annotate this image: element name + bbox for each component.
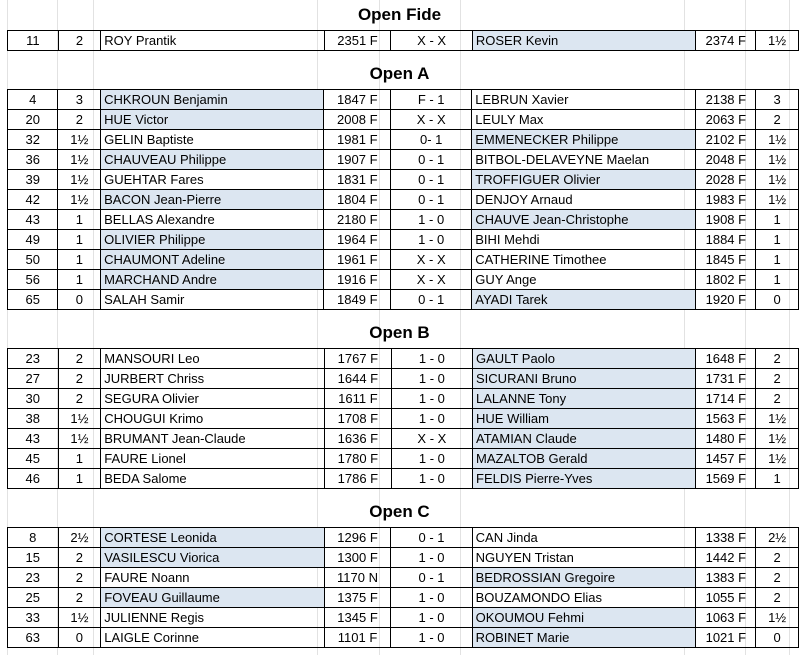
- black-player-cell[interactable]: ROBINET Marie: [472, 628, 696, 648]
- white-rating-cell[interactable]: 1644 F: [325, 369, 392, 389]
- white-player-cell[interactable]: CHKROUN Benjamin: [101, 90, 324, 110]
- game-result-cell[interactable]: 1 - 0: [391, 548, 472, 568]
- game-result-cell[interactable]: 1 - 0: [391, 449, 472, 469]
- pairings-table: [7, 348, 799, 489]
- black-player-cell[interactable]: OKOUMOU Fehmi: [472, 608, 696, 628]
- table-row: [8, 568, 799, 588]
- black-points-cell[interactable]: 1½: [756, 449, 799, 469]
- black-rating-cell[interactable]: 2374 F: [696, 31, 756, 51]
- white-points-cell[interactable]: 1½: [58, 409, 101, 429]
- black-points-cell[interactable]: 2: [756, 349, 799, 369]
- board-number-cell[interactable]: 30: [8, 389, 59, 409]
- white-rating-cell[interactable]: 1907 F: [324, 150, 391, 170]
- white-points-cell[interactable]: 1½: [58, 150, 101, 170]
- white-points-cell[interactable]: 1½: [58, 429, 101, 449]
- white-rating-cell[interactable]: 1981 F: [324, 130, 391, 150]
- black-player-cell[interactable]: AYADI Tarek: [472, 290, 696, 310]
- white-player-cell[interactable]: GELIN Baptiste: [101, 130, 324, 150]
- black-player-cell[interactable]: SICURANI Bruno: [473, 369, 696, 389]
- black-player-cell[interactable]: GAULT Paolo: [473, 349, 696, 369]
- board-number-cell[interactable]: 65: [8, 290, 58, 310]
- game-result-cell[interactable]: X - X: [391, 31, 472, 51]
- board-number-cell[interactable]: 25: [8, 588, 59, 608]
- game-result-cell[interactable]: 0 - 1: [391, 150, 472, 170]
- table-row: [8, 588, 799, 608]
- white-player-cell[interactable]: CORTESE Leonida: [101, 528, 324, 548]
- black-player-cell[interactable]: CHAUVE Jean-Christophe: [472, 210, 696, 230]
- white-player-cell[interactable]: SALAH Samir: [101, 290, 324, 310]
- black-points-cell[interactable]: 1½: [756, 608, 799, 628]
- black-rating-cell[interactable]: 1983 F: [696, 190, 756, 210]
- section-1: [0, 59, 799, 318]
- black-rating-cell[interactable]: 1442 F: [696, 548, 756, 568]
- black-player-cell[interactable]: MAZALTOB Gerald: [473, 449, 696, 469]
- white-rating-cell[interactable]: 1300 F: [324, 548, 391, 568]
- board-number-cell[interactable]: 8: [8, 528, 59, 548]
- black-points-cell[interactable]: 1½: [756, 31, 799, 51]
- white-points-cell[interactable]: 3: [58, 90, 101, 110]
- white-points-cell[interactable]: 2: [58, 588, 101, 608]
- section-gap: [0, 489, 799, 497]
- black-player-cell[interactable]: NGUYEN Tristan: [472, 548, 696, 568]
- pairings-table: [7, 527, 799, 648]
- table-row: [8, 210, 799, 230]
- section-gap: [0, 310, 799, 318]
- black-points-cell[interactable]: 2: [756, 568, 799, 588]
- white-player-cell[interactable]: FAURE Noann: [101, 568, 324, 588]
- white-player-cell[interactable]: VASILESCU Viorica: [101, 548, 324, 568]
- black-rating-cell[interactable]: 1055 F: [696, 588, 756, 608]
- board-number-cell[interactable]: 45: [8, 449, 59, 469]
- board-number-cell[interactable]: 11: [8, 31, 59, 51]
- white-rating-cell[interactable]: 1961 F: [324, 250, 391, 270]
- white-player-cell[interactable]: LAIGLE Corinne: [101, 628, 324, 648]
- table-row: [8, 150, 799, 170]
- white-points-cell[interactable]: 2: [58, 349, 101, 369]
- board-number-cell[interactable]: 32: [8, 130, 58, 150]
- white-points-cell[interactable]: 1½: [58, 608, 101, 628]
- section-3: [0, 497, 799, 656]
- white-player-cell[interactable]: FAURE Lionel: [101, 449, 325, 469]
- white-rating-cell[interactable]: 1780 F: [325, 449, 392, 469]
- game-result-cell[interactable]: 1 - 0: [391, 469, 472, 489]
- white-rating-cell[interactable]: 1170 N: [324, 568, 391, 588]
- black-player-cell[interactable]: CATHERINE Timothee: [472, 250, 696, 270]
- black-rating-cell[interactable]: 1731 F: [696, 369, 756, 389]
- black-rating-cell[interactable]: 1802 F: [696, 270, 756, 290]
- game-result-cell[interactable]: 0 - 1: [391, 190, 472, 210]
- white-rating-cell[interactable]: 2008 F: [324, 110, 391, 130]
- white-points-cell[interactable]: 1½: [58, 170, 101, 190]
- black-rating-cell[interactable]: 2063 F: [696, 110, 756, 130]
- white-points-cell[interactable]: 1½: [58, 130, 101, 150]
- white-player-cell[interactable]: ROY Prantik: [101, 31, 324, 51]
- table-row: [8, 349, 799, 369]
- black-player-cell[interactable]: GUY Ange: [472, 270, 696, 290]
- black-player-cell[interactable]: ROSER Kevin: [472, 31, 695, 51]
- white-rating-cell[interactable]: 1296 F: [324, 528, 391, 548]
- white-player-cell[interactable]: FOVEAU Guillaume: [101, 588, 324, 608]
- board-number-cell[interactable]: 43: [8, 429, 59, 449]
- white-rating-cell[interactable]: 1708 F: [325, 409, 392, 429]
- black-player-cell[interactable]: EMMENECKER Philippe: [472, 130, 696, 150]
- game-result-cell[interactable]: 1 - 0: [391, 210, 472, 230]
- black-rating-cell[interactable]: 1920 F: [696, 290, 756, 310]
- game-result-cell[interactable]: X - X: [391, 110, 472, 130]
- black-points-cell[interactable]: 1½: [756, 170, 799, 190]
- white-rating-cell[interactable]: 1101 F: [324, 628, 391, 648]
- game-result-cell[interactable]: 1 - 0: [391, 349, 472, 369]
- white-points-cell[interactable]: 2: [58, 548, 101, 568]
- white-player-cell[interactable]: BRUMANT Jean-Claude: [101, 429, 325, 449]
- white-player-cell[interactable]: MARCHAND Andre: [101, 270, 324, 290]
- black-points-cell[interactable]: 1½: [756, 130, 799, 150]
- black-points-cell[interactable]: 2½: [756, 528, 799, 548]
- white-rating-cell[interactable]: 2351 F: [324, 31, 391, 51]
- white-rating-cell[interactable]: 1345 F: [324, 608, 391, 628]
- board-number-cell[interactable]: 23: [8, 349, 59, 369]
- white-rating-cell[interactable]: 1375 F: [324, 588, 391, 608]
- white-points-cell[interactable]: 1½: [58, 190, 101, 210]
- game-result-cell[interactable]: X - X: [391, 250, 472, 270]
- game-result-cell[interactable]: 0 - 1: [391, 568, 472, 588]
- white-rating-cell[interactable]: 1804 F: [324, 190, 391, 210]
- black-rating-cell[interactable]: 1648 F: [696, 349, 756, 369]
- white-points-cell[interactable]: 1: [58, 210, 101, 230]
- black-rating-cell[interactable]: 1063 F: [696, 608, 756, 628]
- white-player-cell[interactable]: GUEHTAR Fares: [101, 170, 324, 190]
- board-number-cell[interactable]: 50: [8, 250, 58, 270]
- black-points-cell[interactable]: 1: [756, 230, 799, 250]
- black-points-cell[interactable]: 2: [756, 369, 799, 389]
- white-rating-cell[interactable]: 1849 F: [324, 290, 391, 310]
- white-points-cell[interactable]: 2: [58, 110, 101, 130]
- white-player-cell[interactable]: OLIVIER Philippe: [101, 230, 324, 250]
- white-points-cell[interactable]: 1: [58, 469, 101, 489]
- black-player-cell[interactable]: ATAMIAN Claude: [473, 429, 696, 449]
- black-player-cell[interactable]: LEULY Max: [472, 110, 696, 130]
- table-row: [8, 170, 799, 190]
- board-number-cell[interactable]: 42: [8, 190, 58, 210]
- white-points-cell[interactable]: 2: [58, 31, 101, 51]
- white-player-cell[interactable]: JURBERT Chriss: [101, 369, 325, 389]
- black-rating-cell[interactable]: 2028 F: [696, 170, 756, 190]
- game-result-cell[interactable]: 0- 1: [391, 130, 472, 150]
- white-rating-cell[interactable]: 1916 F: [324, 270, 391, 290]
- black-rating-cell[interactable]: 1569 F: [696, 469, 756, 489]
- white-rating-cell[interactable]: 1847 F: [324, 90, 391, 110]
- black-player-cell[interactable]: BIHI Mehdi: [472, 230, 696, 250]
- white-player-cell[interactable]: CHOUGUI Krimo: [101, 409, 325, 429]
- board-number-cell[interactable]: 46: [8, 469, 59, 489]
- black-points-cell[interactable]: 1½: [756, 429, 799, 449]
- white-player-cell[interactable]: MANSOURI Leo: [101, 349, 325, 369]
- black-player-cell[interactable]: CAN Jinda: [472, 528, 696, 548]
- white-player-cell[interactable]: BACON Jean-Pierre: [101, 190, 324, 210]
- white-points-cell[interactable]: 0: [58, 290, 101, 310]
- table-row: [8, 130, 799, 150]
- board-number-cell[interactable]: 4: [8, 90, 58, 110]
- white-rating-cell[interactable]: 1767 F: [325, 349, 392, 369]
- game-result-cell[interactable]: 0 - 1: [391, 528, 472, 548]
- white-player-cell[interactable]: SEGURA Olivier: [101, 389, 325, 409]
- white-player-cell[interactable]: BELLAS Alexandre: [101, 210, 324, 230]
- white-points-cell[interactable]: 0: [58, 628, 101, 648]
- section-title: Open B: [369, 323, 430, 342]
- black-player-cell[interactable]: FELDIS Pierre-Yves: [473, 469, 696, 489]
- board-number-cell[interactable]: 15: [8, 548, 59, 568]
- white-rating-cell[interactable]: 1611 F: [325, 389, 392, 409]
- game-result-cell[interactable]: 1 - 0: [391, 628, 472, 648]
- section-title: Open Fide: [357, 5, 442, 24]
- black-rating-cell[interactable]: 1908 F: [696, 210, 756, 230]
- table-row: [8, 110, 799, 130]
- black-player-cell[interactable]: LALANNE Tony: [473, 389, 696, 409]
- board-number-cell[interactable]: 36: [8, 150, 58, 170]
- table-row: [8, 90, 799, 110]
- board-number-cell[interactable]: 33: [8, 608, 59, 628]
- white-player-cell[interactable]: JULIENNE Regis: [101, 608, 324, 628]
- table-row: [8, 608, 799, 628]
- table-row: [8, 389, 799, 409]
- black-points-cell[interactable]: 2: [756, 548, 799, 568]
- game-result-cell[interactable]: 0 - 1: [391, 170, 472, 190]
- black-player-cell[interactable]: TROFFIGUER Olivier: [472, 170, 696, 190]
- white-rating-cell[interactable]: 1964 F: [324, 230, 391, 250]
- board-number-cell[interactable]: 56: [8, 270, 58, 290]
- game-result-cell[interactable]: 1 - 0: [391, 369, 472, 389]
- white-rating-cell[interactable]: 1786 F: [325, 469, 392, 489]
- black-points-cell[interactable]: 0: [756, 628, 799, 648]
- black-rating-cell[interactable]: 1457 F: [696, 449, 756, 469]
- section-0: [0, 0, 799, 59]
- section-title: Open A: [369, 64, 430, 83]
- game-result-cell[interactable]: 1 - 0: [391, 389, 472, 409]
- black-points-cell[interactable]: 1½: [756, 409, 799, 429]
- white-points-cell[interactable]: 2½: [58, 528, 101, 548]
- black-rating-cell[interactable]: 1480 F: [696, 429, 756, 449]
- game-result-cell[interactable]: F - 1: [391, 90, 472, 110]
- white-player-cell[interactable]: HUE Victor: [101, 110, 324, 130]
- table-row: [8, 369, 799, 389]
- table-row: [8, 250, 799, 270]
- table-row: [8, 528, 799, 548]
- white-player-cell[interactable]: BEDA Salome: [101, 469, 325, 489]
- black-points-cell[interactable]: 0: [756, 290, 799, 310]
- white-points-cell[interactable]: 2: [58, 389, 101, 409]
- game-result-cell[interactable]: 1 - 0: [391, 409, 472, 429]
- black-player-cell[interactable]: DENJOY Arnaud: [472, 190, 696, 210]
- black-points-cell[interactable]: 2: [756, 110, 799, 130]
- black-points-cell[interactable]: 1½: [756, 150, 799, 170]
- white-points-cell[interactable]: 1: [58, 230, 101, 250]
- black-rating-cell[interactable]: 2048 F: [696, 150, 756, 170]
- table-row: [8, 628, 799, 648]
- black-rating-cell[interactable]: 1021 F: [696, 628, 756, 648]
- board-number-cell[interactable]: 39: [8, 170, 58, 190]
- black-rating-cell[interactable]: 1563 F: [696, 409, 756, 429]
- white-points-cell[interactable]: 1: [58, 250, 101, 270]
- black-rating-cell[interactable]: 1383 F: [696, 568, 756, 588]
- table-row: [8, 409, 799, 429]
- white-points-cell[interactable]: 2: [58, 568, 101, 588]
- black-points-cell[interactable]: 1: [756, 250, 799, 270]
- white-player-cell[interactable]: CHAUMONT Adeline: [101, 250, 324, 270]
- white-points-cell[interactable]: 1: [58, 270, 101, 290]
- section-title: Open C: [369, 502, 430, 521]
- table-row: [8, 31, 799, 51]
- table-row: [8, 290, 799, 310]
- section-gap: [0, 51, 799, 59]
- board-number-cell[interactable]: 43: [8, 210, 58, 230]
- pairings-table: [7, 30, 799, 51]
- black-points-cell[interactable]: 1: [756, 210, 799, 230]
- board-number-cell[interactable]: 49: [8, 230, 58, 250]
- white-rating-cell[interactable]: 1636 F: [325, 429, 392, 449]
- board-number-cell[interactable]: 63: [8, 628, 59, 648]
- board-number-cell[interactable]: 38: [8, 409, 59, 429]
- game-result-cell[interactable]: 1 - 0: [391, 230, 472, 250]
- white-rating-cell[interactable]: 2180 F: [324, 210, 391, 230]
- black-player-cell[interactable]: BOUZAMONDO Elias: [472, 588, 696, 608]
- black-player-cell[interactable]: HUE William: [473, 409, 696, 429]
- game-result-cell[interactable]: 0 - 1: [391, 290, 472, 310]
- game-result-cell[interactable]: 1 - 0: [391, 608, 472, 628]
- table-row: [8, 270, 799, 290]
- board-number-cell[interactable]: 23: [8, 568, 59, 588]
- black-points-cell[interactable]: 1: [756, 469, 799, 489]
- black-rating-cell[interactable]: 1845 F: [696, 250, 756, 270]
- game-result-cell[interactable]: X - X: [391, 270, 472, 290]
- table-row: [8, 230, 799, 250]
- black-rating-cell[interactable]: 1884 F: [696, 230, 756, 250]
- section-2: [0, 318, 799, 497]
- black-rating-cell[interactable]: 2138 F: [696, 90, 756, 110]
- black-player-cell[interactable]: BEDROSSIAN Gregoire: [472, 568, 696, 588]
- black-points-cell[interactable]: 3: [756, 90, 799, 110]
- black-player-cell[interactable]: BITBOL-DELAVEYNE Maelan: [472, 150, 696, 170]
- black-points-cell[interactable]: 1½: [756, 190, 799, 210]
- game-result-cell[interactable]: 1 - 0: [391, 588, 472, 608]
- white-points-cell[interactable]: 2: [58, 369, 101, 389]
- black-player-cell[interactable]: LEBRUN Xavier: [472, 90, 696, 110]
- black-points-cell[interactable]: 2: [756, 588, 799, 608]
- white-player-cell[interactable]: CHAUVEAU Philippe: [101, 150, 324, 170]
- table-row: [8, 190, 799, 210]
- table-row: [8, 548, 799, 568]
- black-rating-cell[interactable]: 2102 F: [696, 130, 756, 150]
- pairings-table: [7, 89, 799, 310]
- table-row: [8, 449, 799, 469]
- board-number-cell[interactable]: 27: [8, 369, 59, 389]
- table-row: [8, 469, 799, 489]
- black-rating-cell[interactable]: 1338 F: [696, 528, 756, 548]
- table-row: [8, 429, 799, 449]
- white-points-cell[interactable]: 1: [58, 449, 101, 469]
- board-number-cell[interactable]: 20: [8, 110, 58, 130]
- black-points-cell[interactable]: 2: [756, 389, 799, 409]
- white-rating-cell[interactable]: 1831 F: [324, 170, 391, 190]
- black-rating-cell[interactable]: 1714 F: [696, 389, 756, 409]
- game-result-cell[interactable]: X - X: [391, 429, 472, 449]
- black-points-cell[interactable]: 1: [756, 270, 799, 290]
